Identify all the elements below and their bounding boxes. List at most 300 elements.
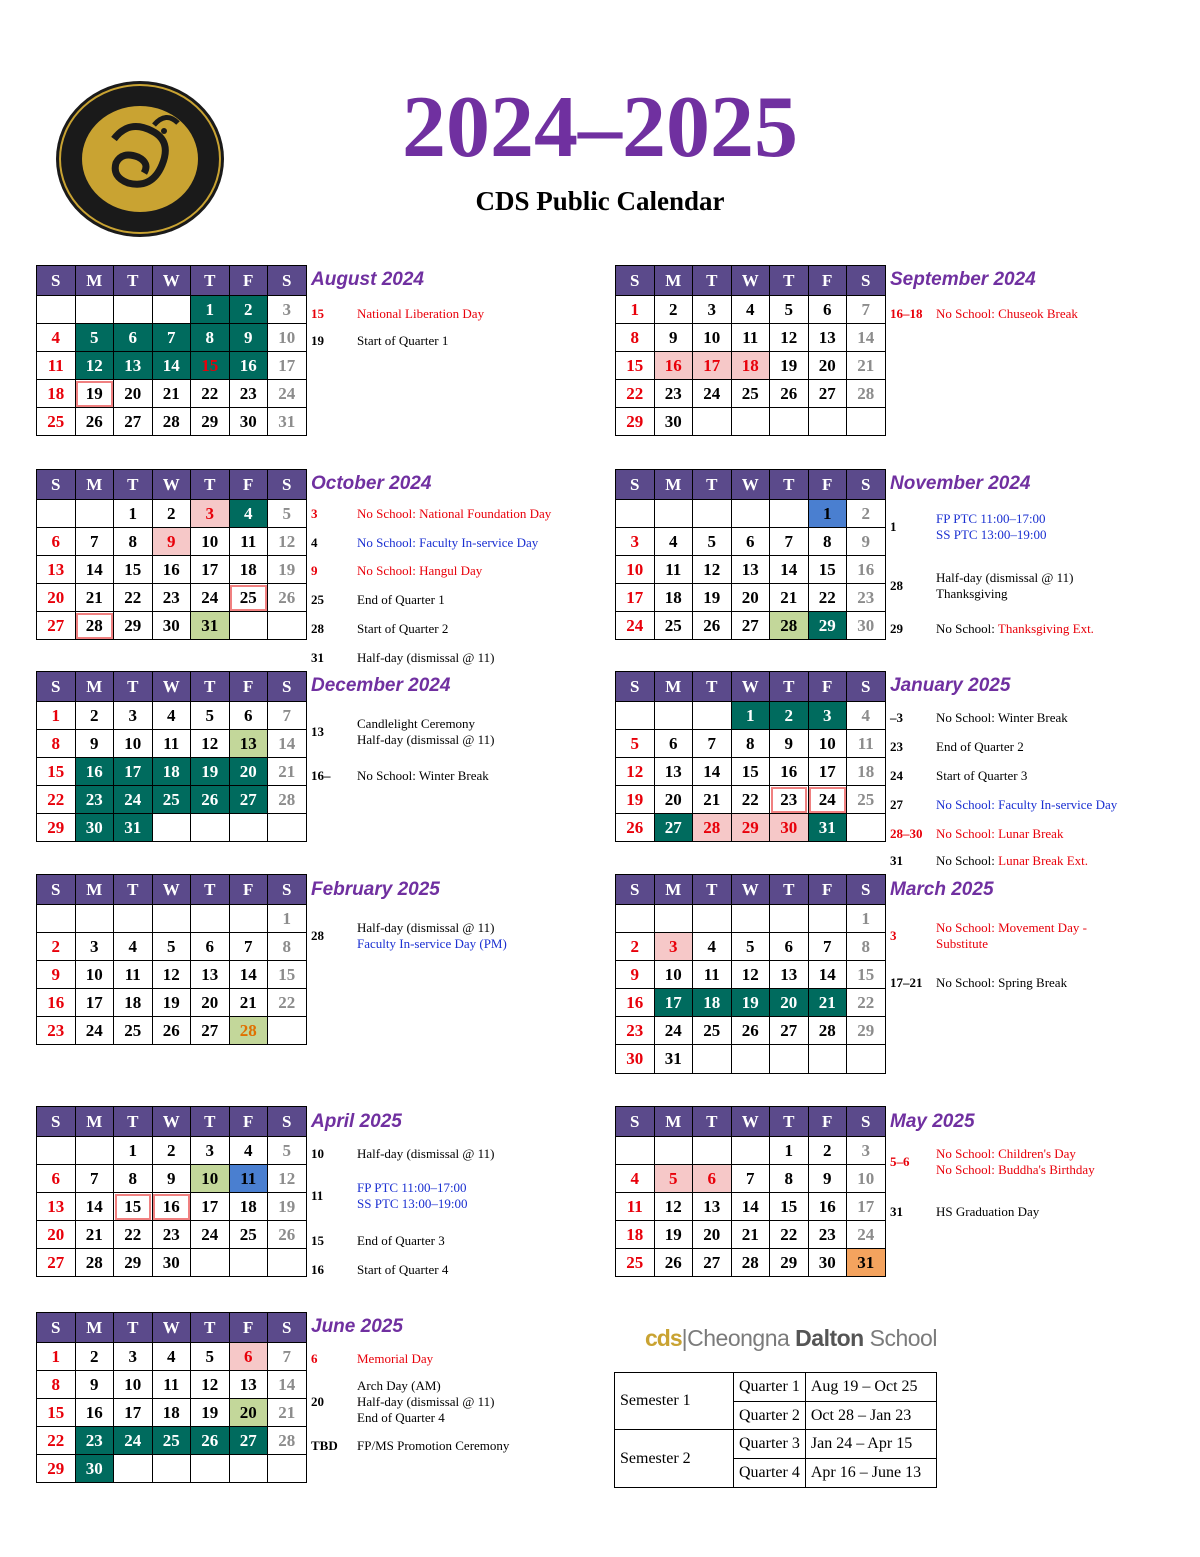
empty-day-cell [229, 1249, 268, 1277]
week-row [37, 296, 307, 324]
day-cell: 24 [191, 1221, 230, 1249]
day-cell: 6 [114, 324, 153, 352]
table-row [615, 1373, 937, 1402]
day-cell: 26 [152, 1017, 191, 1045]
day-cell: 14 [847, 324, 886, 352]
weekday-label: M [75, 1107, 114, 1137]
day-cell: 2 [229, 296, 268, 324]
day-cell: 24 [847, 1221, 886, 1249]
weekday-label: T [114, 875, 153, 905]
week-row [37, 1427, 307, 1455]
weekday-label: S [268, 672, 307, 702]
day-cell: 16 [847, 556, 886, 584]
weekday-label: T [114, 672, 153, 702]
day-cell: 11 [229, 1165, 268, 1193]
day-cell: 5 [268, 1137, 307, 1165]
day-cell: 4 [847, 702, 886, 730]
month-title: February 2025 [311, 879, 440, 900]
quarter-label: Quarter 1 [734, 1373, 806, 1402]
weekday-label: M [654, 875, 693, 905]
event-entry [311, 1351, 601, 1367]
empty-day-cell [731, 1137, 770, 1165]
empty-day-cell [693, 408, 732, 436]
day-cell: 1 [268, 905, 307, 933]
event-date: 28–30 [890, 826, 923, 841]
event-text: No School: Children's Day [936, 1146, 1076, 1161]
month-title: August 2024 [311, 269, 424, 290]
day-cell: 4 [731, 296, 770, 324]
weekday-label: S [616, 875, 655, 905]
event-date: 5–6 [890, 1154, 910, 1169]
day-cell: 17 [191, 556, 230, 584]
day-cell: 7 [693, 730, 732, 758]
day-cell: 25 [229, 1221, 268, 1249]
day-cell: 22 [731, 786, 770, 814]
day-cell: 22 [770, 1221, 809, 1249]
weekday-label: T [191, 1313, 230, 1343]
event-text: National Liberation Day [357, 306, 485, 321]
day-cell: 30 [770, 814, 809, 842]
event-date: 25 [311, 592, 324, 607]
day-cell: 13 [770, 961, 809, 989]
week-row [37, 612, 307, 640]
day-cell: 18 [229, 556, 268, 584]
day-cell: 15 [191, 352, 230, 380]
day-cell: 29 [114, 612, 153, 640]
day-cell: 20 [654, 786, 693, 814]
day-cell: 6 [731, 528, 770, 556]
day-cell: 27 [808, 380, 847, 408]
event-text: No School: Lunar Break Ext. [936, 853, 1089, 868]
day-cell: 10 [808, 730, 847, 758]
event-text: Half-day (dismissal @ 11) [357, 650, 495, 665]
weekday-header-row [616, 1107, 886, 1137]
week-row [616, 1045, 886, 1073]
day-cell: 23 [152, 1221, 191, 1249]
day-cell: 8 [191, 324, 230, 352]
empty-day-cell [808, 905, 847, 933]
week-row [37, 1221, 307, 1249]
day-cell: 11 [114, 961, 153, 989]
weekday-label: W [731, 672, 770, 702]
empty-day-cell [191, 814, 230, 842]
week-row [37, 989, 307, 1017]
month-title: April 2025 [311, 1111, 402, 1132]
week-row [37, 380, 307, 408]
day-cell: 5 [693, 528, 732, 556]
day-cell: 14 [75, 556, 114, 584]
weekday-header-row [616, 266, 886, 296]
weekday-label: W [731, 266, 770, 296]
day-cell: 19 [693, 584, 732, 612]
weekday-label: F [808, 672, 847, 702]
weekday-label: S [847, 266, 886, 296]
weekday-label: S [37, 470, 76, 500]
weekday-label: S [37, 266, 76, 296]
week-row [37, 905, 307, 933]
weekday-label: S [37, 1107, 76, 1137]
day-cell: 27 [770, 1017, 809, 1045]
day-cell: 22 [37, 1427, 76, 1455]
empty-day-cell [152, 905, 191, 933]
weekday-label: F [229, 470, 268, 500]
month-grid [615, 469, 886, 640]
day-cell: 30 [654, 408, 693, 436]
event-entry [311, 716, 601, 748]
empty-day-cell [770, 408, 809, 436]
event-text: SS PTC 13:00–19:00 [936, 527, 1047, 542]
day-cell: 1 [37, 1343, 76, 1371]
week-row [616, 989, 886, 1017]
day-cell: 22 [808, 584, 847, 612]
day-cell: 7 [808, 933, 847, 961]
event-entry [311, 1146, 601, 1162]
empty-day-cell [114, 1455, 153, 1483]
logo-name-suffix: School [863, 1325, 937, 1351]
day-cell: 1 [770, 1137, 809, 1165]
day-cell: 26 [268, 1221, 307, 1249]
week-row [616, 352, 886, 380]
empty-day-cell [808, 1045, 847, 1073]
day-cell: 12 [731, 961, 770, 989]
day-cell: 31 [114, 814, 153, 842]
weekday-label: F [808, 1107, 847, 1137]
cds-mark: cds [645, 1325, 682, 1351]
day-cell: 10 [75, 961, 114, 989]
day-cell: 12 [770, 324, 809, 352]
weekday-label: S [616, 266, 655, 296]
day-cell: 9 [152, 1165, 191, 1193]
day-cell: 19 [731, 989, 770, 1017]
weekday-label: M [75, 266, 114, 296]
day-cell: 8 [268, 933, 307, 961]
event-text: Thanksgiving [936, 586, 1008, 601]
empty-day-cell [731, 500, 770, 528]
weekday-label: M [654, 266, 693, 296]
event-date: 19 [311, 333, 324, 348]
day-cell: 13 [37, 1193, 76, 1221]
empty-day-cell [847, 814, 886, 842]
day-cell: 31 [191, 612, 230, 640]
day-cell: 5 [191, 702, 230, 730]
weekday-header-row [37, 266, 307, 296]
day-cell: 27 [37, 612, 76, 640]
event-text: Start of Quarter 4 [357, 1262, 449, 1277]
day-cell: 9 [808, 1165, 847, 1193]
day-cell: 1 [808, 500, 847, 528]
weekday-label: T [114, 1313, 153, 1343]
event-text: No School: Spring Break [936, 975, 1068, 990]
day-cell: 23 [75, 786, 114, 814]
day-cell: 18 [654, 584, 693, 612]
month-title: November 2024 [890, 473, 1031, 494]
day-cell: 16 [75, 758, 114, 786]
day-cell: 30 [847, 612, 886, 640]
weekday-header-row [37, 672, 307, 702]
day-cell: 14 [152, 352, 191, 380]
weekday-label: W [152, 266, 191, 296]
event-text: No School: Movement Day - [936, 920, 1087, 935]
day-cell: 18 [731, 352, 770, 380]
week-row [616, 584, 886, 612]
day-cell: 19 [616, 786, 655, 814]
empty-day-cell [37, 500, 76, 528]
day-cell: 4 [693, 933, 732, 961]
day-cell: 21 [268, 758, 307, 786]
logo-name-plain: Cheongna [687, 1325, 796, 1351]
day-cell: 25 [847, 786, 886, 814]
week-row [37, 1343, 307, 1371]
weekday-label: T [114, 266, 153, 296]
day-cell: 12 [191, 730, 230, 758]
empty-day-cell [654, 905, 693, 933]
weekday-label: T [693, 875, 732, 905]
day-cell: 11 [37, 352, 76, 380]
week-row [616, 933, 886, 961]
day-cell: 25 [654, 612, 693, 640]
day-cell: 22 [268, 989, 307, 1017]
event-date: 31 [890, 853, 903, 868]
empty-day-cell [693, 905, 732, 933]
empty-day-cell [75, 296, 114, 324]
day-cell: 13 [229, 1371, 268, 1399]
logo-divider: | [681, 1325, 688, 1351]
day-cell: 27 [229, 1427, 268, 1455]
day-cell: 21 [847, 352, 886, 380]
event-entry [311, 592, 601, 608]
day-cell: 1 [616, 296, 655, 324]
day-cell: 11 [654, 556, 693, 584]
day-cell: 15 [847, 961, 886, 989]
weekday-label: F [229, 875, 268, 905]
day-cell: 6 [37, 1165, 76, 1193]
day-cell: 7 [75, 528, 114, 556]
event-text: SS PTC 13:00–19:00 [357, 1196, 468, 1211]
day-cell: 2 [616, 933, 655, 961]
day-cell: 22 [114, 584, 153, 612]
event-date: 16– [311, 768, 331, 783]
day-cell: 1 [731, 702, 770, 730]
month-grid [615, 874, 886, 1074]
day-cell: 28 [268, 1427, 307, 1455]
day-cell: 13 [808, 324, 847, 352]
week-row [616, 1249, 886, 1277]
event-date: TBD [311, 1438, 338, 1453]
month-title: June 2025 [311, 1316, 403, 1337]
event-text: Candlelight Ceremony [357, 716, 476, 731]
week-row [616, 500, 886, 528]
event-text: FP PTC 11:00–17:00 [357, 1180, 467, 1195]
event-text: Start of Quarter 2 [357, 621, 449, 636]
event-date: 3 [311, 506, 318, 521]
event-entry [890, 920, 1180, 952]
day-cell: 23 [616, 1017, 655, 1045]
weekday-label: F [229, 266, 268, 296]
event-date: 11 [311, 1188, 324, 1203]
week-row [616, 758, 886, 786]
day-cell: 27 [654, 814, 693, 842]
day-cell: 14 [808, 961, 847, 989]
day-cell: 6 [191, 933, 230, 961]
week-row [616, 296, 886, 324]
empty-day-cell [229, 905, 268, 933]
day-cell: 24 [808, 786, 847, 814]
day-cell: 18 [847, 758, 886, 786]
week-row [37, 1137, 307, 1165]
weekday-label: T [770, 875, 809, 905]
month-title: December 2024 [311, 675, 451, 696]
week-row [37, 758, 307, 786]
day-cell: 25 [693, 1017, 732, 1045]
quarter-label: Quarter 2 [734, 1401, 806, 1430]
day-cell: 28 [847, 380, 886, 408]
day-cell: 22 [616, 380, 655, 408]
day-cell: 18 [114, 989, 153, 1017]
event-entry [311, 1180, 601, 1212]
event-text: Arch Day (AM) [357, 1378, 441, 1393]
day-cell: 17 [191, 1193, 230, 1221]
day-cell: 20 [808, 352, 847, 380]
day-cell: 10 [847, 1165, 886, 1193]
event-text-highlight: Lunar Break Ext. [998, 853, 1089, 868]
weekday-label: S [268, 470, 307, 500]
day-cell: 24 [693, 380, 732, 408]
week-row [616, 702, 886, 730]
day-cell: 5 [75, 324, 114, 352]
day-cell: 16 [770, 758, 809, 786]
day-cell: 27 [37, 1249, 76, 1277]
day-cell: 31 [654, 1045, 693, 1073]
day-cell: 26 [191, 786, 230, 814]
day-cell: 2 [808, 1137, 847, 1165]
day-cell: 17 [847, 1193, 886, 1221]
weekday-header-row [616, 875, 886, 905]
empty-day-cell [191, 1249, 230, 1277]
empty-day-cell [693, 500, 732, 528]
weekday-label: S [37, 875, 76, 905]
day-cell: 4 [37, 324, 76, 352]
day-cell: 14 [229, 961, 268, 989]
day-cell: 25 [37, 408, 76, 436]
weekday-label: M [75, 470, 114, 500]
day-cell: 21 [770, 584, 809, 612]
day-cell: 17 [616, 584, 655, 612]
day-cell: 16 [152, 1193, 191, 1221]
empty-day-cell [37, 905, 76, 933]
day-cell: 17 [268, 352, 307, 380]
event-entry [311, 1378, 601, 1426]
day-cell: 28 [229, 1017, 268, 1045]
logo-name-bold: Dalton [795, 1325, 864, 1351]
week-row [37, 1399, 307, 1427]
day-cell: 10 [616, 556, 655, 584]
week-row [37, 1249, 307, 1277]
day-cell: 5 [770, 296, 809, 324]
weekday-label: F [229, 1107, 268, 1137]
day-cell: 15 [114, 556, 153, 584]
event-entry [311, 621, 601, 637]
day-cell: 21 [268, 1399, 307, 1427]
weekday-label: W [152, 1107, 191, 1137]
empty-day-cell [268, 1455, 307, 1483]
day-cell: 6 [808, 296, 847, 324]
week-row [616, 786, 886, 814]
day-cell: 9 [654, 324, 693, 352]
event-entry [890, 975, 1180, 991]
event-date: 31 [311, 650, 324, 665]
event-text: Substitute [936, 936, 989, 951]
day-cell: 26 [770, 380, 809, 408]
day-cell: 7 [152, 324, 191, 352]
day-cell: 25 [152, 1427, 191, 1455]
day-cell: 27 [114, 408, 153, 436]
day-cell: 3 [114, 1343, 153, 1371]
day-cell: 6 [693, 1165, 732, 1193]
day-cell: 30 [75, 814, 114, 842]
weekday-header-row [37, 875, 307, 905]
day-cell: 27 [191, 1017, 230, 1045]
day-cell: 12 [191, 1371, 230, 1399]
day-cell: 20 [229, 1399, 268, 1427]
event-text: No School: Chuseok Break [936, 306, 1078, 321]
day-cell: 13 [731, 556, 770, 584]
month-grid [36, 1312, 307, 1483]
day-cell: 8 [114, 528, 153, 556]
day-cell: 19 [268, 1193, 307, 1221]
event-entry [890, 768, 1180, 784]
day-cell: 27 [229, 786, 268, 814]
day-cell: 7 [731, 1165, 770, 1193]
day-cell: 18 [152, 758, 191, 786]
day-cell: 29 [37, 814, 76, 842]
event-text: No School: Winter Break [357, 768, 489, 783]
weekday-header-row [37, 1107, 307, 1137]
empty-day-cell [268, 612, 307, 640]
day-cell: 25 [114, 1017, 153, 1045]
day-cell: 29 [808, 612, 847, 640]
day-cell: 24 [654, 1017, 693, 1045]
weekday-label: W [731, 1107, 770, 1137]
calendar-subtitle: CDS Public Calendar [475, 186, 725, 216]
week-row [616, 556, 886, 584]
day-cell: 18 [693, 989, 732, 1017]
day-cell: 20 [731, 584, 770, 612]
weekday-label: T [770, 470, 809, 500]
month-title: January 2025 [890, 675, 1011, 696]
event-entry [311, 563, 601, 579]
week-row [616, 1017, 886, 1045]
empty-day-cell [693, 1045, 732, 1073]
empty-day-cell [152, 296, 191, 324]
month-grid [36, 469, 307, 640]
day-cell: 10 [268, 324, 307, 352]
empty-day-cell [268, 1249, 307, 1277]
day-cell: 9 [770, 730, 809, 758]
day-cell: 23 [152, 584, 191, 612]
day-cell: 10 [191, 1165, 230, 1193]
quarter-label: Quarter 3 [734, 1430, 806, 1459]
event-date: 20 [311, 1394, 324, 1409]
month-grid [36, 671, 307, 842]
day-cell: 18 [229, 1193, 268, 1221]
day-cell: 26 [693, 612, 732, 640]
event-date: 1 [890, 519, 897, 534]
day-cell: 14 [268, 1371, 307, 1399]
empty-day-cell [229, 814, 268, 842]
day-cell: 26 [654, 1249, 693, 1277]
day-cell: 18 [152, 1399, 191, 1427]
day-cell: 30 [616, 1045, 655, 1073]
